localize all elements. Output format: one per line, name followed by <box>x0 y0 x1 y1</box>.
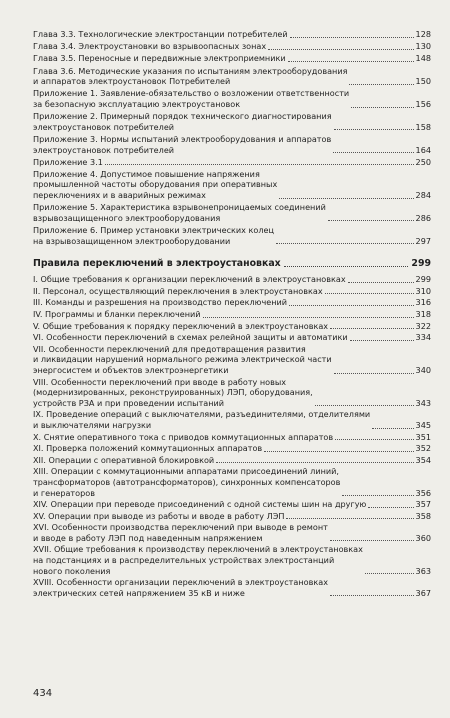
dot-leader <box>105 163 414 165</box>
toc-entry <box>33 332 431 343</box>
toc-entry-line: и аппаратов электроустановок Потребителей <box>33 76 231 87</box>
toc-entry-page-number: 156 <box>415 98 431 109</box>
toc-entry-line: VIII. Особенности переключений при вводе в работу новых <box>33 376 287 387</box>
toc-entry <box>33 432 431 443</box>
toc-entry-line: трансформаторов (автотрансформаторов), синхронных компенсаторов <box>33 476 341 487</box>
toc-entry <box>33 274 431 285</box>
toc-entry-page-number: 367 <box>415 587 431 598</box>
toc-entry-page-number: 354 <box>415 454 431 465</box>
toc-entry <box>33 499 431 510</box>
toc-entry-line: (модернизированных, реконструированных) ЛЭП, оборудования, <box>33 387 313 398</box>
toc-entry-page-number: 299 <box>415 274 431 285</box>
dot-leader <box>203 316 414 318</box>
toc-entry-line: электроустановок потребителей <box>33 121 175 132</box>
toc-entry-title <box>33 466 340 498</box>
toc-entry-title <box>33 499 366 510</box>
toc-entry-line: I. Общие требования к организации переключений в электроустановках <box>33 274 346 285</box>
dot-leader <box>349 83 413 85</box>
toc-entry <box>33 29 431 40</box>
toc-entry-line: V. Общие требования к порядку переключений в электроустановках <box>33 320 329 331</box>
dot-leader <box>351 106 413 108</box>
toc-entry-line: XVII. Общие требования к производству переключений в электроустановках <box>33 544 363 555</box>
toc-entry-title <box>33 332 348 343</box>
toc-entry-line: устройств РЗА и при проведении испытаний <box>33 397 225 408</box>
toc-entry-title <box>33 157 103 168</box>
toc-entry-line: Глава 3.3. Технологические электростанции потребителей <box>33 29 288 39</box>
toc-entry-line: и вводе в работу ЛЭП под наведенным напряжением <box>33 532 263 543</box>
toc-entry-title <box>33 29 288 40</box>
toc-entry-title <box>33 169 277 201</box>
toc-entry-title <box>33 409 370 430</box>
toc-entry-line: IX. Проведение операций с выключателями, разъединителями, отделителями <box>33 409 371 420</box>
toc-entry <box>33 455 431 466</box>
toc-entry-line: Приложение 1. Заявление-обязательство о возложении ответственности <box>33 88 350 99</box>
toc-entry-page-number: 345 <box>415 419 431 430</box>
toc-block-switching-rules <box>33 274 431 598</box>
toc-entry <box>33 511 431 522</box>
toc-entry-line: переключениях и в аварийных режимах <box>33 190 206 201</box>
toc-entry <box>33 544 431 576</box>
dot-leader <box>315 404 414 406</box>
toc-entry-line: и ликвидации нарушений нормального режима электрической части <box>33 354 332 365</box>
dot-leader <box>290 36 414 38</box>
toc-entry-title <box>33 41 266 52</box>
toc-entry <box>33 53 431 64</box>
toc-entry <box>33 41 431 52</box>
toc-entry-title <box>33 522 328 543</box>
dot-leader <box>284 266 409 267</box>
dot-leader <box>286 517 413 519</box>
toc-entry-title <box>33 111 332 132</box>
toc-entry-line: XVIII. Особенности организации переключений в электроустановках <box>33 577 328 588</box>
toc-entry-line: на взрывозащищенном электрооборудовании <box>33 235 231 246</box>
toc-entry-title <box>33 443 262 454</box>
toc-entry-page-number: 343 <box>415 397 431 408</box>
toc-entry-title <box>33 344 332 376</box>
toc-entry-page-number: 358 <box>415 510 431 521</box>
dot-leader <box>288 60 414 62</box>
toc-entry-line: электрических сетей напряжением 35 кВ и ниже <box>33 587 245 598</box>
dot-leader <box>348 281 414 283</box>
dot-leader <box>334 128 414 130</box>
toc-entry-line: взрывозащищенного электрооборудования <box>33 212 221 223</box>
dot-leader <box>289 304 414 306</box>
toc-entry-page-number: 363 <box>415 565 431 576</box>
page-number: 434 <box>33 688 53 699</box>
toc-entry <box>33 522 431 543</box>
toc-entry-line: IV. Программы и бланки переключений <box>33 309 201 319</box>
dot-leader <box>350 339 414 341</box>
toc-entry-line: VI. Особенности переключений в схемах релейной защиты и автоматики <box>33 332 348 343</box>
toc-entry-page-number: 360 <box>415 532 431 543</box>
toc-entry <box>33 297 431 308</box>
dot-leader <box>264 450 413 452</box>
toc-entry <box>33 321 431 332</box>
toc-entry-line: Глава 3.4. Электроустановки во взрывоопасных зонах <box>33 41 267 52</box>
dot-leader <box>342 494 413 496</box>
toc-entry-title <box>33 66 347 87</box>
toc-entry <box>33 466 431 498</box>
toc-entry-line: Приложение 6. Пример установки электрических колец <box>33 225 275 236</box>
toc-entry-line: Глава 3.6. Методические указания по испытаниям электрооборудования <box>33 65 348 76</box>
toc-block-appendices <box>33 29 431 246</box>
dot-leader <box>333 151 413 153</box>
toc-entry-line: XV. Операции при выводе из работы и вводе в работу ЛЭП <box>33 510 285 521</box>
toc-entry-page-number: 316 <box>415 297 431 308</box>
toc-entry-title <box>33 202 326 223</box>
toc-entry-line: X. Снятие оперативного тока с приводов коммутационных аппаратов <box>33 431 334 442</box>
toc-entry-page-number: 340 <box>415 364 431 375</box>
toc-entry <box>33 344 431 376</box>
toc-entry-line: XVI. Особенности производства переключений при выводе в ремонт <box>33 522 328 533</box>
toc-entry-page-number: 286 <box>415 212 431 223</box>
toc-entry-line: и выключателями нагрузки <box>33 419 152 430</box>
dot-leader <box>372 427 413 429</box>
toc-entry-line: промышленной частоты оборудования при оперативных <box>33 179 278 190</box>
section-page-number: 299 <box>411 258 431 270</box>
toc-entry <box>33 225 431 246</box>
toc-entry-page-number: 284 <box>415 190 431 201</box>
toc-entry-line: Глава 3.5. Переносные и передвижные электроприемники <box>33 53 286 64</box>
toc-entry-title <box>33 134 331 155</box>
toc-entry-page-number: 334 <box>415 332 431 343</box>
dot-leader <box>268 48 413 50</box>
toc-section-heading <box>33 258 431 270</box>
toc-entry-line: электроустановок потребителей <box>33 144 175 155</box>
toc-entry-title <box>33 286 323 297</box>
toc-entry-line: за безопасную эксплуатацию электроустановок <box>33 98 241 109</box>
toc-entry-title <box>33 321 328 332</box>
toc-entry-line: XI. Проверка положений коммутационных аппаратов <box>33 443 263 454</box>
toc-entry-page-number: 357 <box>415 499 431 510</box>
toc-entry-line: Приложение 5. Характеристика взрывонепроницаемых соединений <box>33 202 326 213</box>
dot-leader <box>334 372 414 374</box>
toc-entry-title <box>33 309 201 320</box>
toc-entry <box>33 157 431 168</box>
toc-entry <box>33 577 431 598</box>
dot-leader <box>330 327 413 329</box>
toc-entry-line: нового поколения <box>33 565 111 576</box>
toc-entry-page-number: 351 <box>415 431 431 442</box>
toc-entry-page-number: 164 <box>415 144 431 155</box>
toc-entry-title <box>33 53 286 64</box>
toc-entry <box>33 202 431 223</box>
dot-leader <box>368 506 413 508</box>
toc-entry-page-number: 310 <box>415 285 431 296</box>
toc-entry-line: энергосистем и объектов электроэнергетики <box>33 364 229 375</box>
toc-entry <box>33 111 431 132</box>
toc-entry-line: III. Команды и разрешения на производство переключений <box>33 297 288 308</box>
toc-entry <box>33 409 431 430</box>
toc-entry-line: Приложение 3.1 <box>33 156 103 167</box>
toc-entry-page-number: 250 <box>415 156 431 167</box>
toc-entry-page-number: 322 <box>415 320 431 331</box>
toc-entry-title <box>33 577 328 598</box>
toc-entry-page-number: 130 <box>415 41 431 52</box>
toc-entry-page-number: 356 <box>415 487 431 498</box>
toc-entry <box>33 286 431 297</box>
section-title: Правила переключений в электроустановках <box>33 258 281 270</box>
toc-entry-title <box>33 544 363 576</box>
toc-entry <box>33 309 431 320</box>
toc-entry-line: Приложение 3. Нормы испытаний электрооборудования и аппаратов <box>33 133 332 144</box>
toc-entry-title <box>33 432 333 443</box>
dot-leader <box>279 197 413 199</box>
toc-entry-page-number: 158 <box>415 121 431 132</box>
toc-entry-line: и генераторов <box>33 487 95 498</box>
dot-leader <box>330 539 414 541</box>
toc-entry <box>33 88 431 109</box>
toc-entry <box>33 377 431 409</box>
toc-entry-page-number: 128 <box>415 29 431 39</box>
toc-entry-title <box>33 225 274 246</box>
toc-entry-page-number: 352 <box>415 443 431 454</box>
dot-leader <box>328 219 414 221</box>
toc-entry-title <box>33 88 349 109</box>
toc-entry-line: XII. Операции с оперативной блокировкой <box>33 454 215 465</box>
dot-leader <box>325 292 414 294</box>
dot-leader <box>276 242 414 244</box>
toc-entry-title <box>33 455 214 466</box>
toc-entry-title <box>33 297 287 308</box>
toc-entry-page-number: 148 <box>415 53 431 64</box>
toc-entry-title <box>33 274 346 285</box>
toc-entry-line: II. Персонал, осуществляющий переключения в электроустановках <box>33 285 323 296</box>
toc-entry-page-number: 297 <box>415 235 431 246</box>
dot-leader <box>330 594 414 596</box>
toc-entry-title <box>33 511 284 522</box>
toc-entry-page-number: 150 <box>415 76 431 87</box>
toc-entry <box>33 443 431 454</box>
toc-entry-line: на подстанциях и в распределительных устройствах электростанций <box>33 555 335 566</box>
dot-leader <box>216 461 413 463</box>
toc-entry-line: VII. Особенности переключений для предотвращения развития <box>33 343 306 354</box>
dot-leader <box>335 438 413 440</box>
toc-entry <box>33 134 431 155</box>
toc-entry-line: Приложение 2. Примерный порядок технического диагностирования <box>33 111 332 122</box>
dot-leader <box>365 572 414 574</box>
toc-entry-title <box>33 377 313 409</box>
toc-entry-page-number: 318 <box>415 309 431 319</box>
toc-entry-line: XIV. Операции при переводе присоединений с одной системы шин на другую <box>33 499 367 510</box>
toc-entry-line: XIII. Операции с коммутационными аппаратами присоединений линий, <box>33 466 339 477</box>
toc-entry <box>33 169 431 201</box>
table-of-contents <box>33 29 431 599</box>
toc-entry <box>33 66 431 87</box>
toc-entry-line: Приложение 4. Допустимое повышение напряжения <box>33 168 260 179</box>
